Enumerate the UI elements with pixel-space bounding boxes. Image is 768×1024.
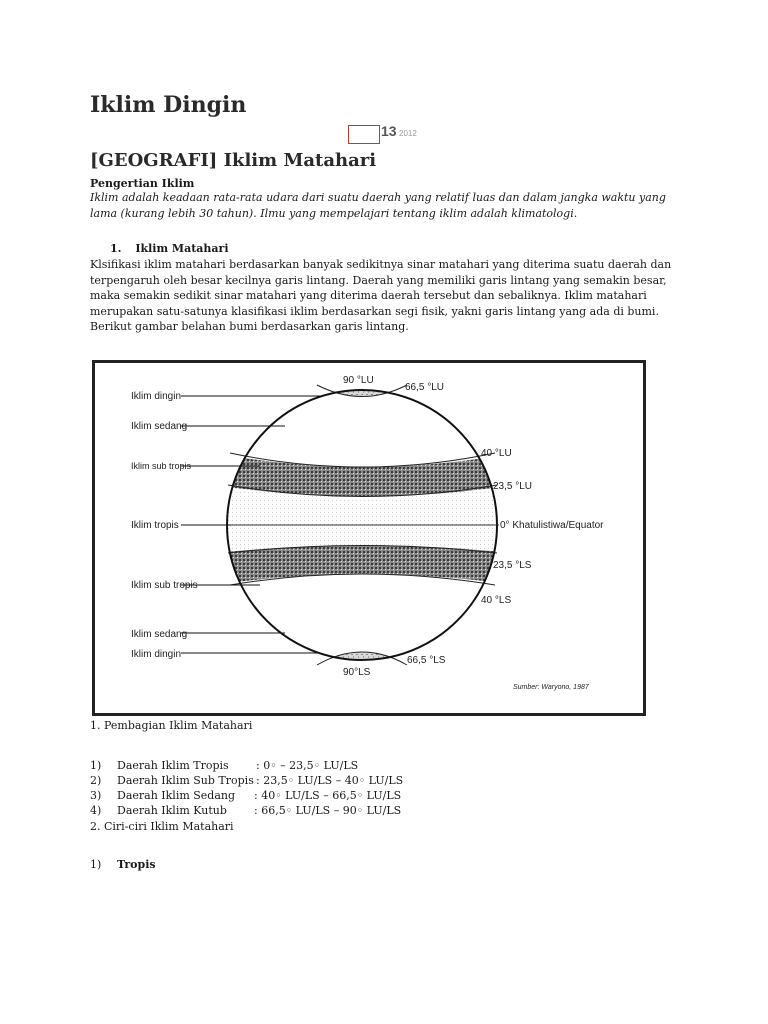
date-day: 13 (381, 123, 397, 139)
label-iklim-sedang-north: Iklim sedang (131, 421, 188, 432)
tropis-number: 1) (90, 858, 102, 871)
label-40-lu: 40 °LU (481, 448, 512, 459)
list-heading-text: Iklim Matahari (135, 242, 229, 255)
figure-caption: 1. Pembagian Iklim Matahari (90, 719, 253, 732)
figure-source: Sumber: Waryono, 1987 (513, 684, 589, 691)
label-iklim-dingin-north: Iklim dingin (131, 391, 182, 402)
label-iklim-dingin-south: Iklim dingin (131, 649, 182, 660)
label-equator: 0° Khatulistiwa/Equator (500, 520, 604, 531)
section-heading: Pengertian Iklim (90, 177, 195, 190)
tropis-label: Tropis (117, 858, 156, 871)
globe-diagram (95, 363, 643, 713)
label-iklim-subtropis-south: Iklim sub tropis (131, 580, 198, 591)
definition-text: Iklim adalah keadaan rata-rata udara dari suatu daerah yang relatif luas dan dalam jangka waktu yang lama (kurang lebih 30 tahun). Ilmu yang mempelajari tentang iklim adalah klimatologi. (90, 191, 666, 220)
body-paragraph: Klsifikasi iklim matahari berdasarkan banyak sedikitnya sinar matahari yang diterima suatu daerah dan terpengaruh oleh besar kecilnya garis lintang. Daerah yang memiliki garis lintang yang semakin besar, maka semakin sedikit sinar matahari yang diterima daerah tersebut dan sebaliknya. Iklim matahari merupakan satu-satunya klasifikasi iklim berdasarkan segi fisik, yakni garis lintang yang ada di bumi. Berikut gambar belahan bumi berdasarkan garis lintang. (90, 258, 672, 333)
label-90-lu: 90 °LU (343, 375, 374, 386)
climate-zone-figure (92, 360, 646, 716)
label-23-lu: 23,5 °LU (493, 481, 533, 492)
list-heading (110, 242, 229, 255)
label-iklim-sedang-south: Iklim sedang (131, 629, 188, 640)
label-iklim-subtropis-north: Iklim sub tropis (131, 461, 192, 471)
label-40-ls: 40 °LS (481, 595, 512, 606)
label-66-lu: 66,5 °LU (405, 382, 445, 393)
ciri-heading: 2. Ciri-ciri Iklim Matahari (90, 820, 234, 833)
label-iklim-tropis: Iklim tropis (131, 520, 179, 531)
label-90-ls: 90°LS (343, 667, 371, 678)
date-year: 2012 (399, 129, 417, 138)
label-23-ls: 23,5 °LS (493, 560, 532, 571)
tropis-heading (90, 858, 156, 871)
label-66-ls: 66,5 °LS (407, 655, 446, 666)
date-box (348, 125, 380, 144)
list-heading-number: 1. (110, 242, 122, 255)
page-title: Iklim Dingin (90, 92, 247, 118)
post-title: [GEOGRAFI] Iklim Matahari (90, 150, 377, 171)
